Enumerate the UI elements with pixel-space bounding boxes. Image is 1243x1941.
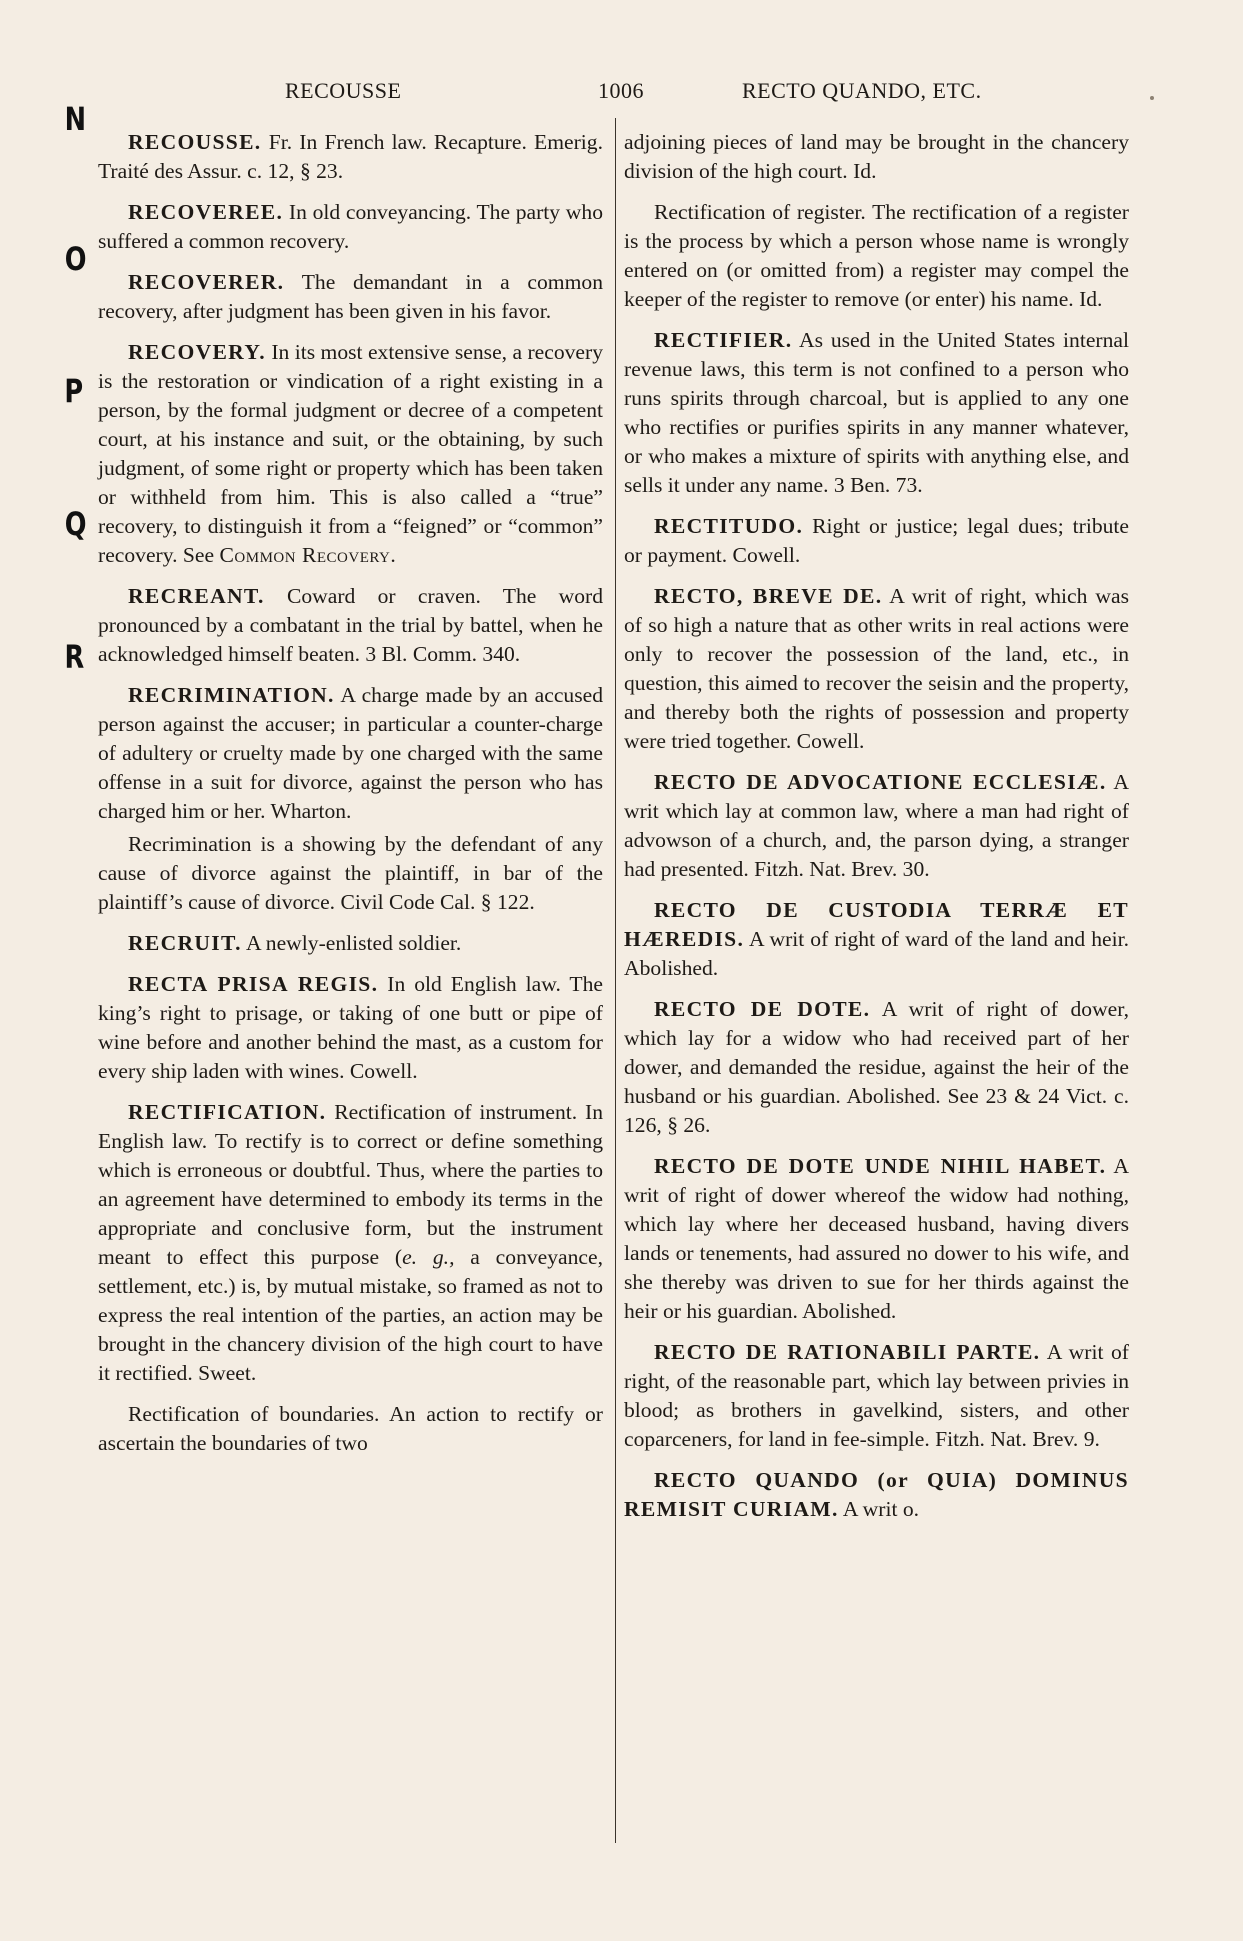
dictionary-entry xyxy=(624,768,1129,884)
entry-definition: As used in the United States internal revenue laws, this term is not confined to a person who runs spirits through charcoal, but is applied to any one who rectifies or purifies spirits in any manner whatever, or who makes a mixture of spirits with anything else, and sells it under any name. 3 Ben. 73. xyxy=(624,328,1129,497)
entry-definition: A writ of right of dower whereof the widow had nothing, which lay where her deceased husband, having divers lands or tenements, had assured no dower to his wife, and she thereby was driven to sue for her thirds against the heir or his guardian. Abolished. xyxy=(624,1154,1129,1323)
thumb-index-letter: Q xyxy=(64,505,87,543)
header-left-guide-word: RECOUSSE xyxy=(285,78,402,103)
entry-headword: RECTO DE DOTE. xyxy=(654,997,871,1021)
dictionary-entry xyxy=(98,1098,603,1388)
dictionary-entry xyxy=(624,128,1129,186)
dictionary-entry xyxy=(98,681,603,826)
entry-definition: In its most extensive sense, a recovery is the restoration or vindication of a right existing in a person, by the formal judgment or decree of a competent court, at his instance and suit, or the obtaining, by such judgment, of some right or property which has been taken or withheld from him. This is also called a “true” recovery, to distinguish it from a “feigned” or “common” recovery. See xyxy=(98,340,603,567)
entry-definition: In old English law. The king’s right to prisage, or taking of one butt or pipe of wine before and another behind the mast, as a custom for every ship laden with wines. Cowell. xyxy=(98,972,603,1083)
entry-headword: RECTIFICATION. xyxy=(128,1100,327,1124)
entry-headword: RECOVERER. xyxy=(128,270,285,294)
running-header xyxy=(0,78,1243,110)
dictionary-entry xyxy=(98,198,603,256)
dictionary-entry xyxy=(624,326,1129,500)
thumb-index-letter: P xyxy=(64,372,84,410)
entry-definition: Coward or craven. The word pronounced by a combatant in the trial by battel, when he acknowledged himself beaten. 3 Bl. Comm. 340. xyxy=(98,584,603,666)
entry-definition: adjoining pieces of land may be brought in the chancery division of the high court. Id. xyxy=(624,130,1129,183)
dictionary-entry xyxy=(98,830,603,917)
column-rule xyxy=(615,118,616,1843)
thumb-index-letter: O xyxy=(64,240,87,278)
left-column xyxy=(98,128,603,1470)
entry-headword: RECTITUDO. xyxy=(654,514,804,538)
entry-definition: A writ of right, of the reasonable part, which lay between privies in blood; as brothers in gavelkind, sisters, and other coparceners, for land in fee-simple. Fitzh. Nat. Brev. 9. xyxy=(624,1340,1129,1451)
right-column xyxy=(624,128,1129,1536)
entry-headword: RECTO DE RATIONABILI PARTE. xyxy=(654,1340,1041,1364)
entry-definition: A writ of right of ward of the land and heir. Abolished. xyxy=(624,927,1129,980)
entry-headword: RECOVERY. xyxy=(128,340,266,364)
entry-headword: RECTO, BREVE DE. xyxy=(654,584,883,608)
dictionary-entry xyxy=(98,268,603,326)
dictionary-entry xyxy=(98,338,603,570)
thumb-index-letter: R xyxy=(64,638,85,676)
entry-headword: RECRIMINATION. xyxy=(128,683,335,707)
entry-headword: RECTIFIER. xyxy=(654,328,793,352)
entry-headword: RECOUSSE. xyxy=(128,130,262,154)
dictionary-entry xyxy=(624,512,1129,570)
entry-definition: Rectification of boundaries. An action to rectify or ascertain the boundaries of two xyxy=(98,1402,603,1455)
entry-definition: A newly-enlisted soldier. xyxy=(241,931,462,955)
dictionary-entry xyxy=(98,128,603,186)
dictionary-entry xyxy=(624,1338,1129,1454)
entry-definition: A writ which lay at common law, where a man had right of advowson of a church, and, the parson dying, a stranger had presented. Fitzh. Nat. Brev. 30. xyxy=(624,770,1129,881)
entry-headword: RECREANT. xyxy=(128,584,265,608)
entry-headword: RECOVEREE. xyxy=(128,200,284,224)
dictionary-entry xyxy=(98,929,603,958)
entry-cross-reference: Common Recovery xyxy=(219,543,391,567)
thumb-index-letter: N xyxy=(64,100,87,138)
entry-definition: A writ of right of dower, which lay for a widow who had received part of her dower, and demanded the residue, against the heir of the husband or his guardian. Abolished. See 23 & 24 Vict. c. 126, § 26. xyxy=(624,997,1129,1137)
entry-definition: Rectification of register. The rectification of a register is the process by which a person whose name is wrongly entered on (or omitted from) a register may compel the keeper of the register to remove (or enter) his name. Id. xyxy=(624,200,1129,311)
entry-italic: e. g., xyxy=(402,1245,455,1269)
entry-definition-tail: a conveyance, settlement, etc.) is, by mutual mistake, so framed as not to express the real intention of the parties, an action may be brought in the chancery division of the high court to have it rectified. Sweet. xyxy=(98,1245,603,1385)
entry-definition: A charge made by an accused person against the accuser; in particular a counter-charge of adultery or cruelty made by one charged with the same offense in a suit for divorce, against the person who has charged him or her. Wharton. xyxy=(98,683,603,823)
entry-headword: RECTA PRISA REGIS. xyxy=(128,972,379,996)
entry-headword: RECRUIT. xyxy=(128,931,242,955)
entry-definition: Fr. In French law. Recapture. Emerig. Traité des Assur. c. 12, § 23. xyxy=(98,130,603,183)
dictionary-entry xyxy=(624,995,1129,1140)
entry-definition: Right or justice; legal dues; tribute or payment. Cowell. xyxy=(624,514,1129,567)
entry-headword: RECTO DE CUSTODIA TERRÆ ET HÆREDIS. xyxy=(624,898,1129,951)
dictionary-entry xyxy=(98,970,603,1086)
entry-definition: In old conveyancing. The party who suffered a common recovery. xyxy=(98,200,603,253)
entry-definition: A writ of right, which was of so high a nature that as other writs in real actions were only to recover the possession of the land, etc., in question, this aimed to recover the seisin and the property, and thereby both the rights of possession and property were tried together. Cowell. xyxy=(624,584,1129,753)
dictionary-entry xyxy=(624,1152,1129,1326)
dictionary-entry xyxy=(624,896,1129,983)
dictionary-entry xyxy=(98,1400,603,1458)
entry-definition: Recrimination is a showing by the defendant of any cause of divorce against the plaintiff, in bar of the plaintiff’s cause of divorce. Civil Code Cal. § 122. xyxy=(98,832,603,914)
entry-headword: RECTO DE DOTE UNDE NIHIL HABET. xyxy=(654,1154,1107,1178)
dictionary-entry xyxy=(624,198,1129,314)
entry-definition-tail: . xyxy=(390,543,396,567)
entry-headword: RECTO QUANDO (or QUIA) DOMINUS REMISIT CURIAM. xyxy=(624,1468,1129,1521)
entry-definition: Rectification of instrument. In English law. To rectify is to correct or define something which is erroneous or doubtful. Thus, where the parties to an agreement have determined to embody its terms in the appropriate and conclusive form, but the instrument meant to effect this purpose ( xyxy=(98,1100,603,1269)
entry-headword: RECTO DE ADVOCATIONE ECCLESIÆ. xyxy=(654,770,1107,794)
page-number: 1006 xyxy=(598,78,644,103)
dictionary-entry xyxy=(624,582,1129,756)
entry-definition: The demandant in a common recovery, after judgment has been given in his favor. xyxy=(98,270,603,323)
dictionary-entry xyxy=(98,582,603,669)
entry-definition: A writ o. xyxy=(838,1497,920,1521)
header-right-guide-word: RECTO QUANDO, ETC. xyxy=(742,78,982,103)
dictionary-entry xyxy=(624,1466,1129,1524)
